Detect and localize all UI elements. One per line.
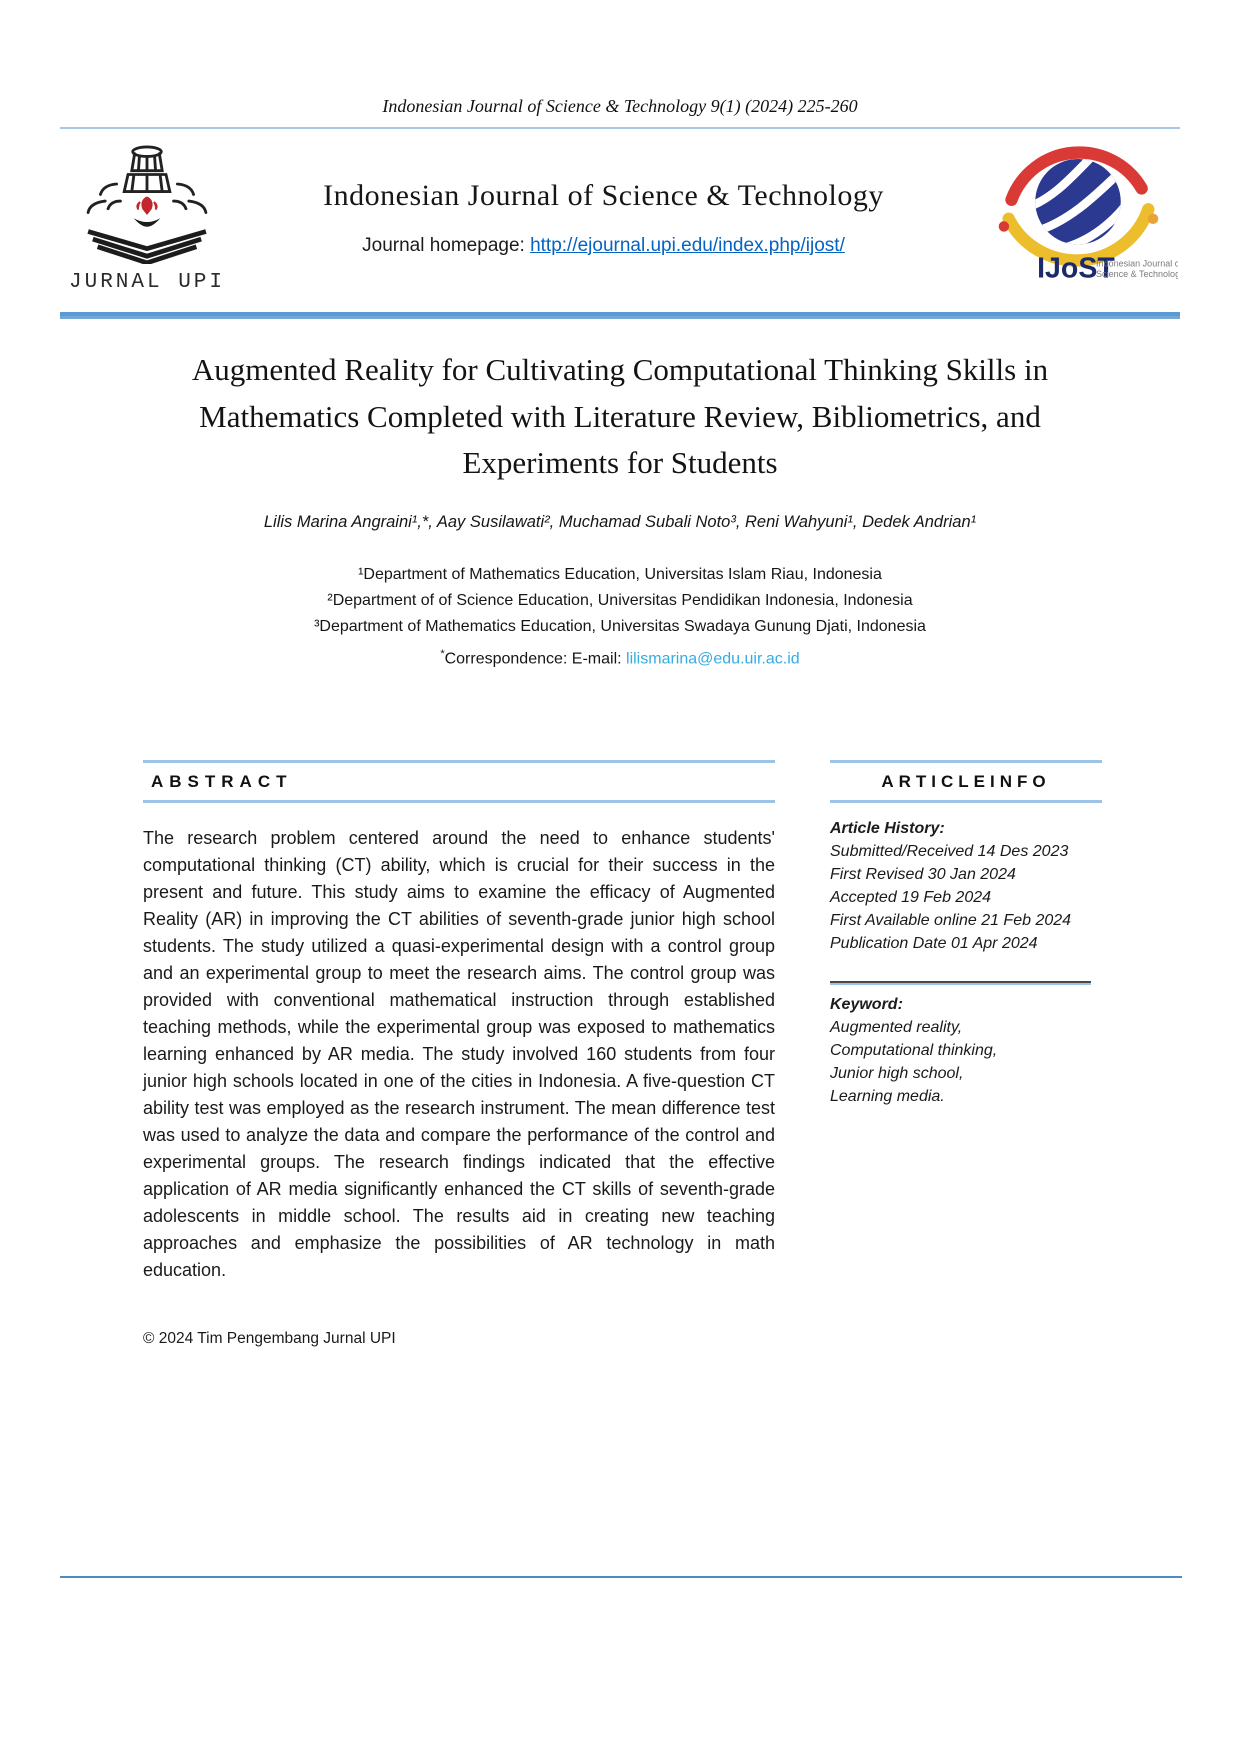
keyword-label: Keyword: (830, 995, 903, 1013)
keyword-item: Junior high school, (830, 1064, 964, 1082)
authors-line: Lilis Marina Angraini¹,*, Aay Susilawati², Muchamad Subali Noto³, Reni Wahyuni¹, Dedek Andrian¹ (263, 512, 977, 531)
correspondence-line (0, 641, 1240, 672)
journal-header (62, 139, 1180, 296)
keyword-item: Augmented reality, (830, 1018, 963, 1036)
history-item: Submitted/Received 14 Des 2023 (830, 842, 1069, 860)
ijost-tagline-2: Science & Technology (1095, 268, 1178, 279)
copyright-line: © 2024 Tim Pengembang Jurnal UPI (143, 1329, 396, 1347)
correspondence-label: Correspondence: E-mail: (444, 649, 622, 667)
affiliation-2: ²Department of of Science Education, Universitas Pendidikan Indonesia, Indonesia (327, 591, 913, 609)
ijost-tagline-1: Indonesian Journal of (1095, 258, 1178, 269)
abstract-column (143, 760, 775, 1348)
article-title: Augmented Reality for Cultivating Computational Thinking Skills in Mathematics Completed with Literature Review, Bibliometrics, and Experiments for Students (191, 352, 1049, 480)
affiliation-3: ³Department of Mathematics Education, Universitas Swadaya Gunung Djati, Indonesia (314, 617, 926, 635)
affiliations (0, 562, 1240, 672)
article-info-column (830, 760, 1102, 1108)
upi-tower-book-icon (71, 142, 223, 264)
keyword-item: Computational thinking, (830, 1041, 998, 1059)
affiliation-1: ¹Department of Mathematics Education, Universitas Islam Riau, Indonesia (358, 565, 882, 583)
history-item: Accepted 19 Feb 2024 (830, 888, 992, 906)
journal-masthead (232, 179, 975, 257)
upi-logo-caption: JURNAL UPI (68, 270, 226, 294)
homepage-label: Journal homepage: (362, 234, 525, 256)
history-item: First Available online 21 Feb 2024 (830, 911, 1072, 929)
abstract-heading: ABSTRACT (143, 760, 775, 803)
ijost-wordmark: IJoST (1036, 252, 1115, 285)
article-info-heading: ARTICLEINFO (830, 760, 1102, 803)
bottom-rule (60, 1576, 1182, 1578)
keywords (830, 993, 1102, 1108)
header-divider-rule (60, 312, 1180, 319)
correspondence-email-link[interactable]: lilismarina@edu.uir.ac.id (626, 649, 800, 667)
homepage-line (238, 235, 969, 257)
history-item: First Revised 30 Jan 2024 (830, 865, 1016, 883)
abstract-body: The research problem centered around the need to enhance students' computational thinking (CT) ability, which is crucial for their success in the present and future. This study aims to examine the efficacy of Augmented Reality (AR) in improving the CT abilities of seventh-grade junior high school students. The study utilized a quasi-experimental design with a control group and an experimental group to meet the research aims. The control group was provided with conventional mathematical instruction through established teaching methods, while the experimental group was exposed to mathematics learning enhanced by AR media. The study involved 160 students from four junior high schools located in one of the cities in Indonesia. A five-question CT ability test was employed as the research instrument. The mean difference test was used to analyze the data and compare the performance of the control and experimental groups. The research findings indicated that the effective application of AR media significantly enhanced the CT skills of seventh-grade adolescents in middle school. The results aid in creating new teaching approaches and emphasize the possibilities of AR technology in math education. (143, 827, 775, 1280)
upi-flower-icon (137, 197, 156, 213)
history-item: Publication Date 01 Apr 2024 (830, 934, 1038, 952)
top-rule (60, 127, 1180, 129)
homepage-link[interactable]: http://ejournal.upi.edu/index.php/ijost/ (530, 234, 845, 256)
ijost-globe-icon (978, 139, 1178, 291)
keyword-item: Learning media. (830, 1087, 945, 1105)
running-head-citation: Indonesian Journal of Science & Technology 9(1) (2024) 225-260 (382, 96, 858, 116)
abstract-info-columns (143, 760, 1240, 1348)
correspondence-star: * (440, 647, 445, 660)
keyword-separator (830, 981, 1091, 985)
article-history-label: Article History: (830, 819, 945, 837)
journal-title: Indonesian Journal of Science & Technology (323, 178, 884, 212)
ijost-logo (975, 139, 1180, 296)
article-history (830, 817, 1102, 955)
upi-logo (62, 142, 232, 294)
